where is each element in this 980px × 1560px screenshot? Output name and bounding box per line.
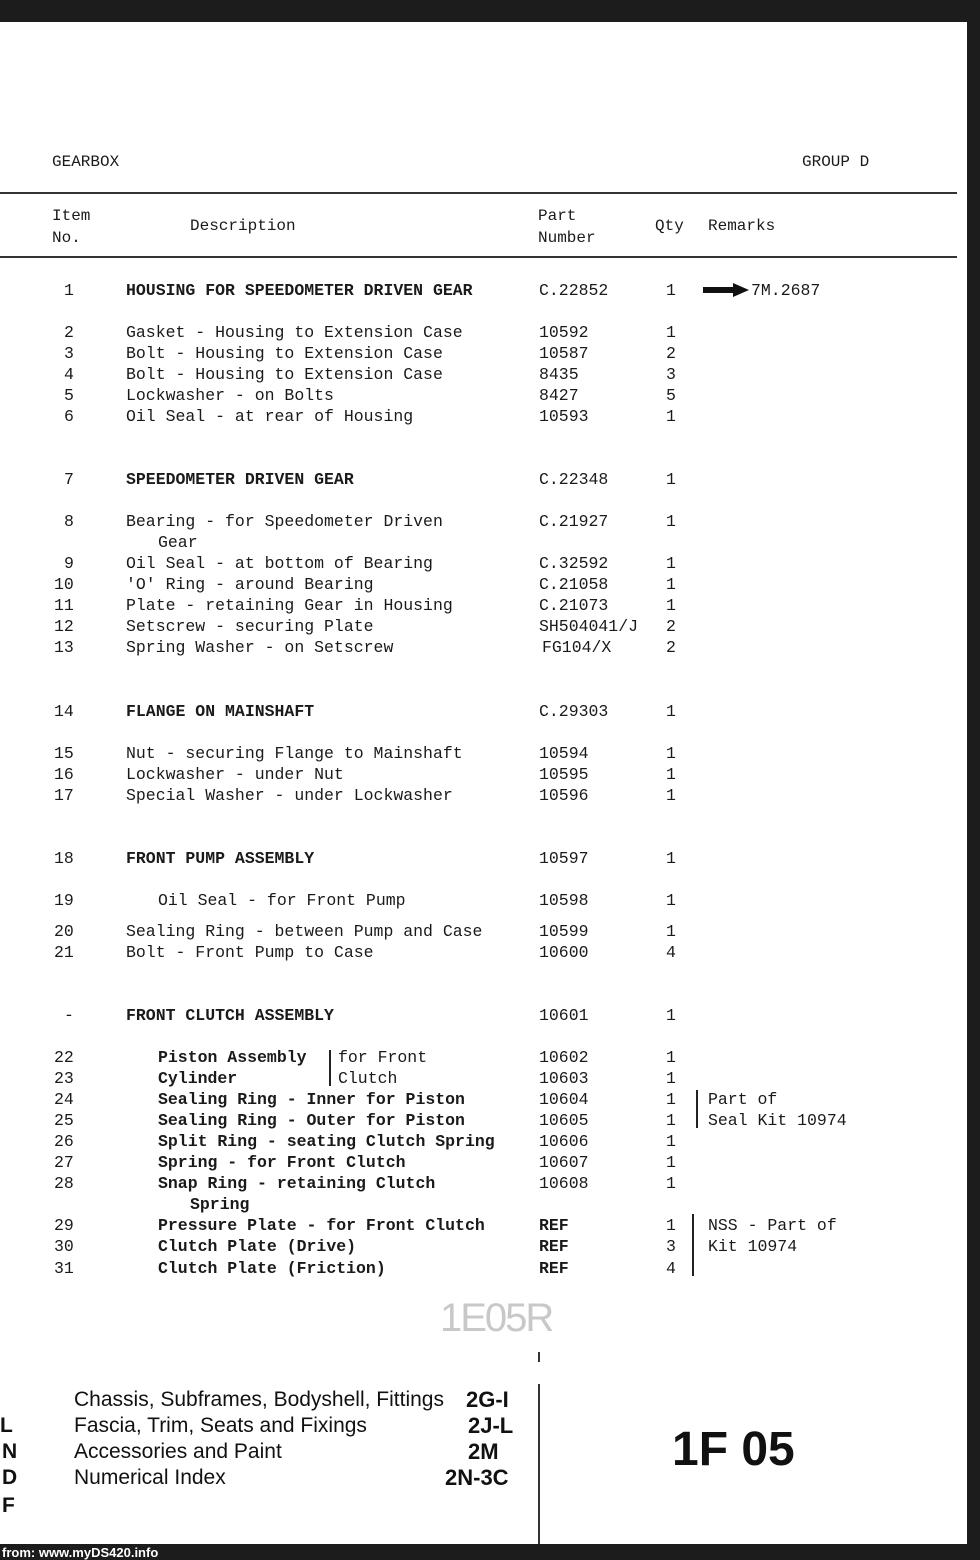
qty: 1 bbox=[666, 596, 676, 615]
item-no: 28 bbox=[54, 1174, 74, 1193]
item-no: 25 bbox=[54, 1111, 74, 1130]
item-description: Oil Seal - at rear of Housing bbox=[126, 407, 414, 426]
part-number: 10603 bbox=[539, 1069, 589, 1088]
qty: 1 bbox=[666, 1153, 676, 1172]
item-description: FRONT CLUTCH ASSEMBLY bbox=[126, 1006, 334, 1025]
item-no: 18 bbox=[54, 849, 74, 868]
qty: 4 bbox=[666, 1259, 676, 1278]
item-description: Pressure Plate - for Front Clutch bbox=[158, 1216, 485, 1235]
item-no: 23 bbox=[54, 1069, 74, 1088]
item-no: 12 bbox=[54, 617, 74, 636]
part-number: C.32592 bbox=[539, 554, 609, 573]
item-description: FRONT PUMP ASSEMBLY bbox=[126, 849, 315, 868]
item-no: 30 bbox=[54, 1237, 74, 1256]
qty: 1 bbox=[666, 1090, 676, 1109]
part-number: 10597 bbox=[539, 849, 589, 868]
qty: 1 bbox=[666, 281, 676, 300]
part-number: C.21058 bbox=[539, 575, 609, 594]
edge-letter: F bbox=[2, 1494, 15, 1517]
qty: 3 bbox=[666, 1237, 676, 1256]
part-number: 10608 bbox=[539, 1174, 589, 1193]
column-header-rule bbox=[0, 256, 957, 258]
bracket-line bbox=[692, 1214, 694, 1276]
item-description: Gasket - Housing to Extension Case bbox=[126, 323, 463, 342]
item-description: SPEEDOMETER DRIVEN GEAR bbox=[126, 470, 354, 489]
index-entry-code: 2M bbox=[468, 1439, 499, 1464]
qty: 1 bbox=[666, 765, 676, 784]
item-description: FLANGE ON MAINSHAFT bbox=[126, 702, 315, 721]
item-no: 19 bbox=[54, 891, 74, 910]
item-no: 15 bbox=[54, 744, 74, 763]
part-number: FG104/X bbox=[542, 638, 612, 657]
item-no: 31 bbox=[54, 1259, 74, 1278]
item-description: Bolt - Housing to Extension Case bbox=[126, 344, 443, 363]
item-no: 1 bbox=[64, 281, 74, 300]
bracket-note-piston-cylinder-cont: Clutch bbox=[338, 1069, 398, 1088]
tick-mark bbox=[538, 1352, 540, 1362]
part-number: SH504041/J bbox=[539, 617, 639, 636]
arrow-right-icon bbox=[703, 283, 749, 297]
item-no: - bbox=[64, 1006, 74, 1025]
item-description: Bolt - Front Pump to Case bbox=[126, 943, 374, 962]
item-no: 21 bbox=[54, 943, 74, 962]
item-description-cont: Gear bbox=[158, 533, 198, 552]
item-description: Lockwasher - under Nut bbox=[126, 765, 344, 784]
col-part-number-header: Part Number bbox=[538, 207, 596, 247]
col-remarks-header: Remarks bbox=[708, 217, 776, 235]
item-no: 6 bbox=[64, 407, 74, 426]
qty: 1 bbox=[666, 1174, 676, 1193]
qty: 1 bbox=[666, 702, 676, 721]
fiche-reference: 1F 05 bbox=[672, 1423, 795, 1476]
part-number: C.22852 bbox=[539, 281, 609, 300]
remark-nss: NSS - Part of bbox=[708, 1216, 837, 1235]
qty: 1 bbox=[666, 554, 676, 573]
qty: 1 bbox=[666, 1132, 676, 1151]
item-no: 11 bbox=[54, 596, 74, 615]
remark-seal-kit-cont: Seal Kit 10974 bbox=[708, 1111, 847, 1130]
bracket-note-piston-cylinder: for Front bbox=[338, 1048, 428, 1067]
qty: 1 bbox=[666, 407, 676, 426]
part-number: 10595 bbox=[539, 765, 589, 784]
index-entry-code: 2J-L bbox=[468, 1413, 514, 1438]
qty: 1 bbox=[666, 1069, 676, 1088]
qty: 1 bbox=[666, 1006, 676, 1025]
qty: 1 bbox=[666, 744, 676, 763]
part-number: 10596 bbox=[539, 786, 589, 805]
qty: 1 bbox=[666, 786, 676, 805]
part-number: C.22348 bbox=[539, 470, 609, 489]
item-description: Bearing - for Speedometer Driven bbox=[126, 512, 443, 531]
part-number: 10605 bbox=[539, 1111, 589, 1130]
item-description: HOUSING FOR SPEEDOMETER DRIVEN GEAR bbox=[126, 281, 473, 300]
item-description: Snap Ring - retaining Clutch bbox=[158, 1174, 436, 1193]
edge-letter: N bbox=[2, 1440, 18, 1463]
item-no: 17 bbox=[54, 786, 74, 805]
qty: 1 bbox=[666, 922, 676, 941]
item-no: 22 bbox=[54, 1048, 74, 1067]
item-no: 27 bbox=[54, 1153, 74, 1172]
part-number: REF bbox=[539, 1216, 569, 1235]
part-number: REF bbox=[539, 1237, 569, 1256]
col-qty-header: Qty bbox=[655, 217, 684, 235]
qty: 1 bbox=[666, 1216, 676, 1235]
qty: 1 bbox=[666, 512, 676, 531]
qty: 1 bbox=[666, 470, 676, 489]
index-entry-label: Fascia, Trim, Seats and Fixings bbox=[74, 1414, 367, 1437]
scan-right-border bbox=[967, 0, 980, 1560]
qty: 2 bbox=[666, 617, 676, 636]
item-description: Sealing Ring - Outer for Piston bbox=[158, 1111, 465, 1130]
bracket-line bbox=[696, 1090, 698, 1128]
col-item-header: Item No. bbox=[52, 207, 91, 247]
item-no: 4 bbox=[64, 365, 74, 384]
item-description: Spring - for Front Clutch bbox=[158, 1153, 406, 1172]
item-no: 9 bbox=[64, 554, 74, 573]
item-no: 8 bbox=[64, 512, 74, 531]
item-no: 7 bbox=[64, 470, 74, 489]
item-description: Nut - securing Flange to Mainshaft bbox=[126, 744, 463, 763]
qty: 3 bbox=[666, 365, 676, 384]
item-no: 13 bbox=[54, 638, 74, 657]
item-description-cont: Spring bbox=[190, 1195, 250, 1214]
item-description: Sealing Ring - Inner for Piston bbox=[158, 1090, 465, 1109]
item-description: Oil Seal - for Front Pump bbox=[158, 891, 406, 910]
qty: 5 bbox=[666, 386, 676, 405]
item-no: 3 bbox=[64, 344, 74, 363]
part-number: 10599 bbox=[539, 922, 589, 941]
qty: 1 bbox=[666, 323, 676, 342]
part-number: 10601 bbox=[539, 1006, 589, 1025]
item-description: Clutch Plate (Friction) bbox=[158, 1259, 386, 1278]
item-description: Oil Seal - at bottom of Bearing bbox=[126, 554, 433, 573]
item-no: 2 bbox=[64, 323, 74, 342]
header-rule bbox=[0, 192, 957, 194]
index-entry-label: Accessories and Paint bbox=[74, 1440, 282, 1463]
index-entry-code: 2N-3C bbox=[445, 1465, 509, 1490]
item-no: 20 bbox=[54, 922, 74, 941]
edge-letter: D bbox=[2, 1466, 18, 1489]
part-number: C.21927 bbox=[539, 512, 609, 531]
index-entry-label: Chassis, Subframes, Bodyshell, Fittings bbox=[74, 1388, 444, 1411]
item-description: Cylinder bbox=[158, 1069, 238, 1088]
part-number: 8427 bbox=[539, 386, 579, 405]
item-description: Clutch Plate (Drive) bbox=[158, 1237, 357, 1256]
item-no: 29 bbox=[54, 1216, 74, 1235]
remark-seal-kit: Part of bbox=[708, 1090, 778, 1109]
item-description: Setscrew - securing Plate bbox=[126, 617, 374, 636]
part-number: 10607 bbox=[539, 1153, 589, 1172]
item-description: Lockwasher - on Bolts bbox=[126, 386, 334, 405]
section-title: GEARBOX bbox=[52, 153, 120, 171]
item-no: 14 bbox=[54, 702, 74, 721]
item-no: 26 bbox=[54, 1132, 74, 1151]
faint-stamp: 1E05R bbox=[440, 1296, 553, 1340]
qty: 1 bbox=[666, 575, 676, 594]
part-number: 10602 bbox=[539, 1048, 589, 1067]
part-number: 10606 bbox=[539, 1132, 589, 1151]
item-description: Bolt - Housing to Extension Case bbox=[126, 365, 443, 384]
group-label: GROUP D bbox=[802, 153, 870, 171]
bracket-line bbox=[329, 1050, 331, 1086]
item-no: 5 bbox=[64, 386, 74, 405]
remark-nss-cont: Kit 10974 bbox=[708, 1237, 798, 1256]
item-description: Sealing Ring - between Pump and Case bbox=[126, 922, 483, 941]
item-description: Plate - retaining Gear in Housing bbox=[126, 596, 453, 615]
part-number: 8435 bbox=[539, 365, 579, 384]
part-number: C.21073 bbox=[539, 596, 609, 615]
scan-top-border bbox=[0, 0, 980, 22]
item-no: 16 bbox=[54, 765, 74, 784]
item-no: 10 bbox=[54, 575, 74, 594]
part-number: 10587 bbox=[539, 344, 589, 363]
part-number: 10600 bbox=[539, 943, 589, 962]
qty: 2 bbox=[666, 344, 676, 363]
col-description-header: Description bbox=[190, 217, 296, 235]
part-number: REF bbox=[539, 1259, 569, 1278]
item-description: Piston Assembly bbox=[158, 1048, 307, 1067]
part-number: 10592 bbox=[539, 323, 589, 342]
qty: 1 bbox=[666, 891, 676, 910]
item-description: Spring Washer - on Setscrew bbox=[126, 638, 394, 657]
qty: 2 bbox=[666, 638, 676, 657]
part-number: 10594 bbox=[539, 744, 589, 763]
item-description: Split Ring - seating Clutch Spring bbox=[158, 1132, 495, 1151]
qty: 4 bbox=[666, 943, 676, 962]
part-number: 10604 bbox=[539, 1090, 589, 1109]
remark-superseded-part: 7M.2687 bbox=[751, 281, 821, 300]
footer-divider bbox=[538, 1384, 540, 1544]
index-entry-label: Numerical Index bbox=[74, 1466, 226, 1489]
source-credit: from: www.myDS420.info bbox=[2, 1545, 159, 1560]
part-number: 10598 bbox=[539, 891, 589, 910]
qty: 1 bbox=[666, 1048, 676, 1067]
part-number: 10593 bbox=[539, 407, 589, 426]
item-description: Special Washer - under Lockwasher bbox=[126, 786, 453, 805]
qty: 1 bbox=[666, 849, 676, 868]
qty: 1 bbox=[666, 1111, 676, 1130]
edge-letter: L bbox=[0, 1414, 13, 1437]
item-no: 24 bbox=[54, 1090, 74, 1109]
index-entry-code: 2G-I bbox=[466, 1387, 509, 1412]
part-number: C.29303 bbox=[539, 702, 609, 721]
item-description: 'O' Ring - around Bearing bbox=[126, 575, 374, 594]
